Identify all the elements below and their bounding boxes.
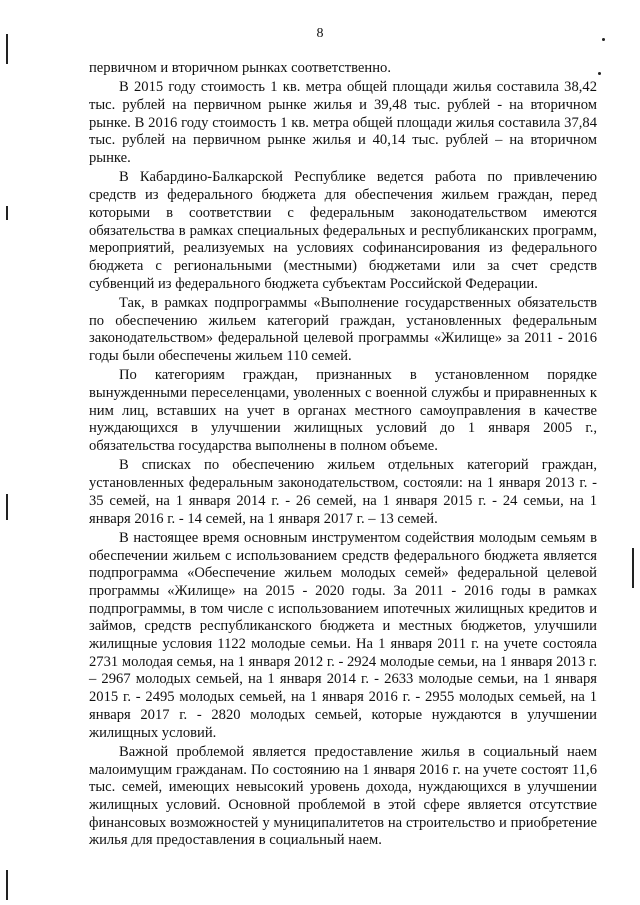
paragraph-1: первичном и вторичном рынках соответственно. (89, 60, 391, 76)
page-number: 8 (316, 26, 324, 41)
paragraph-3: В Кабардино-Балкарской Республике ведется работа по привлечению средств из федерального бюджета для обеспечения жильем граждан, перед которыми в соответствии с федеральным законодательством имеются обязательства в рамках специальных федеральных и республиканских программ, мероприятий, реализуемых на условиях софинансирования из федерального бюджета с региональными (местными) бюджетами или за счет средств субвенций из федерального бюджета субъектам Российской Федерации. (89, 169, 597, 292)
scan-edge-mark-5 (632, 548, 634, 588)
paragraph-5: По категориям граждан, признанных в установленном порядке вынужденными переселенцами, уволенных с военной службы и приравненных к ним лиц, вставших на учет в органах местного самоуправления в качестве нуждающихся в улучшении жилищных условий до 1 января 2005 г., обязательства государства выполнены в полном объеме. (89, 367, 597, 455)
paragraph-2: В 2015 году стоимость 1 кв. метра общей площади жилья составила 38,42 тыс. рублей на первичном рынке жилья и 39,48 тыс. рублей - на вторичном рынке. В 2016 году стоимость 1 кв. метра общей площади жилья составила 37,84 тыс. рублей на первичном рынке жилья и 40,14 тыс. рублей – на вторичном рынке. (89, 79, 597, 167)
scan-edge-mark-4 (6, 870, 8, 900)
paragraph-6: В списках по обеспечению жильем отдельных категорий граждан, установленных федеральным законодательством, состояли: на 1 января 2013 г. - 35 семей, на 1 января 2014 г. - 26 семей, на 1 января 2015 г. - 24 семьи, на 1 января 2016 г. - 14 семей, на 1 января 2017 г. – 13 семей. (89, 457, 597, 527)
paragraph-4: Так, в рамках подпрограммы «Выполнение государственных обязательств по обеспечению жильем категорий граждан, установленных федеральным законодательством» федеральной целевой программы «Жилище» за 2011 - 2016 годы были обеспечены жильем 110 семей. (89, 294, 597, 365)
scan-speck-2 (598, 72, 601, 75)
paragraph-8: Важной проблемой является предоставление жилья в социальный наем малоимущим гражданам. По состоянию на 1 января 2016 г. на учете состоят 11,6 тыс. семей, имеющих невысокий уровень дохода, нуждающихся в улучшении жилищных условий. Основной проблемой в этой сфере является отсутствие финансовых возможностей у муниципалитетов на строительство и приобретение жилья для предоставления в социальный наем. (89, 743, 597, 849)
document-body (89, 60, 597, 852)
scan-edge-mark-3 (6, 494, 8, 520)
paragraph-7: В настоящее время основным инструментом содействия молодым семьям в обеспечении жильем с использованием средств федерального бюджета является подпрограмма «Обеспечение жильем молодых семей» федеральной целевой программы «Жилище» на 2015 - 2020 годы. За 2011 - 2016 годы в рамках подпрограммы, в том числе с использованием ипотечных жилищных кредитов и займов, средств республиканского бюджета и местных бюджетов, улучшили жилищные условия 1122 молодые семьи. На 1 января 2011 г. на учете состояла 2731 молодая семья, на 1 января 2012 г. - 2924 молодые семьи, на 1 января 2013 г. – 2967 молодых семьей, на 1 января 2014 г. - 2633 молодые семьи, на 1 января 2015 г. - 2495 молодых семьей, на 1 января 2016 г. - 2955 молодых семьей, на 1 января 2017 г. - 2820 молодых семьей, которые нуждаются в улучшении жилищных условий. (89, 529, 597, 741)
scan-edge-mark-2 (6, 206, 8, 220)
